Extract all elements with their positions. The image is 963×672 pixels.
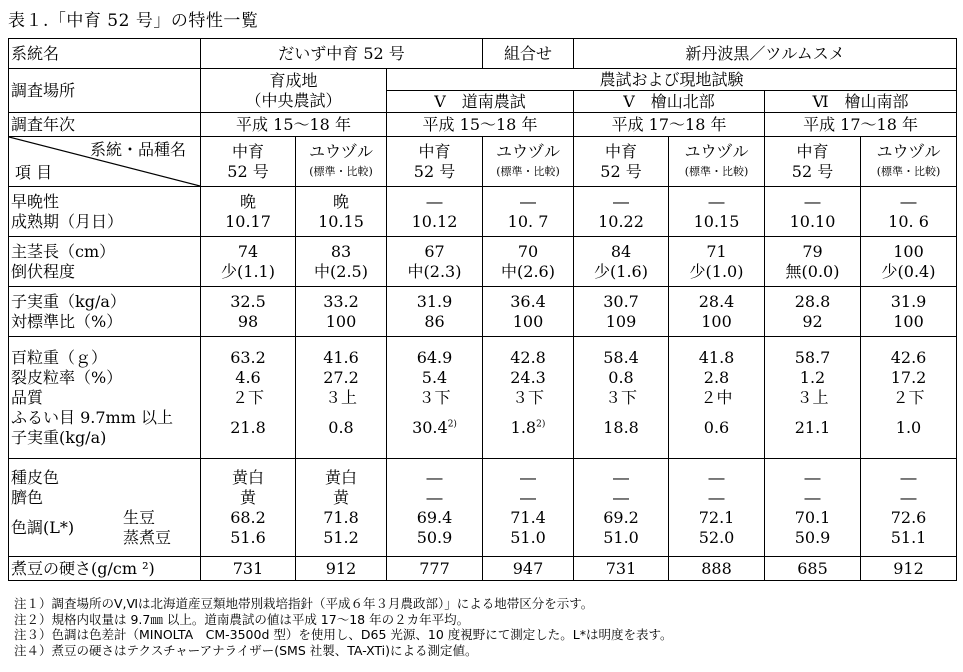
- cell-value: 28.8: [794, 291, 831, 311]
- cell-value: 中(2.6): [501, 261, 555, 281]
- cell-value: ３下: [512, 387, 545, 407]
- cell-value: 52 号: [413, 161, 456, 181]
- cell-value: 黄: [239, 487, 256, 507]
- cell-value: (標準・比較): [876, 164, 941, 178]
- table-cell: [387, 337, 483, 459]
- cell-value: ユウヅル: [876, 141, 941, 161]
- table-cell: [574, 459, 669, 557]
- cultivar-a-1: [201, 137, 296, 187]
- site-trial-group: 農試および現地試験: [387, 69, 957, 91]
- cell-value: 30.7: [603, 291, 639, 311]
- color-raw-label: 生豆: [123, 507, 156, 527]
- table-cell: [483, 187, 574, 237]
- cell-value: 100: [512, 311, 544, 331]
- table-cell: [483, 337, 574, 459]
- table-cell: [387, 287, 483, 337]
- cell-value: 58.4: [603, 347, 639, 367]
- cell-value: 52 号: [600, 161, 642, 181]
- table-cell: 731: [201, 557, 296, 581]
- cell-value: ２下: [231, 387, 264, 407]
- maturity-label: 早晩性: [11, 191, 60, 211]
- cell-value: ―: [900, 467, 917, 487]
- cell-value: 52.0: [698, 527, 735, 547]
- cell-value: 83: [330, 241, 352, 261]
- footnote-mark: 2): [447, 419, 457, 430]
- table-cell: 10.22: [598, 211, 644, 231]
- cell-value: (標準・比較): [309, 164, 373, 178]
- cell-value: 2.8: [703, 367, 730, 387]
- hardness-label: 煮豆の硬さ(g/cm ²): [9, 557, 201, 581]
- table-cell: 947: [483, 557, 574, 581]
- table-cell: [483, 287, 574, 337]
- table-cell: 10.10: [789, 211, 836, 231]
- footnote-4: 注４）煮豆の硬さはテクスチャーアナライザー(SMS 社製、TA-XTi)による測定値。: [14, 642, 478, 658]
- maturity-date-label: 成熟期（月日）: [11, 211, 124, 231]
- table-cell: [387, 187, 483, 237]
- cell-value: 51.0: [510, 527, 546, 547]
- cell-value: 中育: [605, 141, 638, 161]
- seed-yield-label: 子実重（kg/a）: [11, 291, 126, 311]
- cell-value: 0.8: [608, 367, 634, 387]
- table-cell: [861, 459, 957, 557]
- footnote-3: 注３）色調は色差計（MINOLTA CM-3500d 型）を使用し、D65 光源、10 度視野にて測定した。L*は明度を表す。: [14, 627, 673, 642]
- table-cell: [201, 337, 296, 459]
- cell-value: ―: [900, 487, 917, 507]
- cell-value: 中育: [418, 141, 451, 161]
- hundred-seed-label: 百粒重（ｇ）: [11, 347, 108, 367]
- cell-value: 98: [237, 311, 259, 331]
- characteristics-table: [8, 38, 957, 581]
- cell-value: 17.2: [890, 367, 927, 387]
- cell-value: 無(0.0): [785, 261, 840, 281]
- table-cell: [669, 187, 765, 237]
- table-cell: [387, 237, 483, 287]
- table-cell: [201, 187, 296, 237]
- cell-value: 少(1.6): [594, 261, 648, 281]
- cell-value: 100: [893, 311, 924, 331]
- cell-value: 67: [424, 241, 445, 261]
- table-cell: [765, 287, 861, 337]
- table-cell: [483, 237, 574, 287]
- cell-value: 41.8: [698, 347, 735, 367]
- cell-value: 68.2: [230, 507, 266, 527]
- cell-value: ３上: [324, 387, 357, 407]
- cell-value: ３下: [605, 387, 638, 407]
- table-cell: [296, 287, 387, 337]
- table-cell: 888: [669, 557, 765, 581]
- table-cell: [765, 187, 861, 237]
- cell-value: 少(0.4): [881, 261, 936, 281]
- color-steamed-label: 蒸煮豆: [123, 527, 172, 547]
- table-cell: [669, 237, 765, 287]
- table-cell: [669, 459, 765, 557]
- cell-value: 64.9: [416, 347, 453, 367]
- table-cell: ―: [708, 191, 725, 211]
- item-label: 項 目: [15, 163, 53, 182]
- cell-value: 32.5: [230, 291, 266, 311]
- cell-value: 30.4: [412, 417, 448, 437]
- cell-value: 71.8: [323, 507, 359, 527]
- table-cell: 10.12: [411, 211, 458, 231]
- cell-value: 71: [706, 241, 727, 261]
- table-cell: ―: [804, 191, 821, 211]
- cell-value: 72.1: [698, 507, 735, 527]
- cultivar-a-2: [387, 137, 483, 187]
- cell-value: 71.4: [510, 507, 546, 527]
- cell-value: 79: [802, 241, 823, 261]
- cell-value: ユウヅル: [496, 141, 561, 161]
- table-cell: [669, 287, 765, 337]
- cell-value: 86: [424, 311, 445, 331]
- cell-value: 少(1.0): [689, 261, 744, 281]
- table-cell: ―: [613, 191, 630, 211]
- table-cell: [765, 237, 861, 287]
- table-cell: [201, 459, 296, 557]
- cell-value: 27.2: [323, 367, 359, 387]
- cell-value: 100: [325, 311, 357, 331]
- table-cell: [296, 459, 387, 557]
- table-cell: [574, 187, 669, 237]
- yield-group-labels: [9, 287, 201, 337]
- table-cell: ―: [520, 191, 537, 211]
- table-cell: 10. 7: [507, 211, 549, 231]
- color-label: 色調(L*): [11, 517, 75, 537]
- table-cell: [861, 237, 957, 287]
- cultivar-a-4: [765, 137, 861, 187]
- cell-value: (標準・比較): [496, 164, 560, 178]
- seed-quality-group-labels: [9, 337, 201, 459]
- cell-value: 1.8: [510, 417, 537, 437]
- variety-item-header: [9, 137, 201, 187]
- cell-value: [485, 408, 571, 448]
- table-cell: [387, 459, 483, 557]
- cell-value: 109: [605, 311, 637, 331]
- table-cell: [574, 237, 669, 287]
- cell-value: 92: [802, 311, 823, 331]
- table-cell: [296, 337, 387, 459]
- cell-value: 52 号: [227, 161, 269, 181]
- cell-value: 51.2: [323, 527, 359, 547]
- cell-value: ―: [804, 487, 821, 507]
- cell-value: 少(1.1): [221, 261, 275, 281]
- cross-value: 新丹波黒／ツルムスメ: [574, 39, 957, 69]
- cell-value: ―: [426, 487, 443, 507]
- lodging-label: 倒伏程度: [11, 261, 76, 281]
- cell-value: 黄白: [324, 467, 357, 487]
- cell-value: 24.3: [510, 367, 546, 387]
- cell-value: 中育: [231, 141, 264, 161]
- table-cell: 731: [574, 557, 669, 581]
- cell-value: ―: [804, 467, 821, 487]
- table-cell: 10.17: [225, 211, 271, 231]
- table-cell: ―: [900, 191, 917, 211]
- table-cell: 777: [387, 557, 483, 581]
- cell-value: 58.7: [794, 347, 831, 367]
- table-cell: [669, 337, 765, 459]
- hilum-label: 臍色: [11, 487, 44, 507]
- quality-label: 品質: [11, 387, 44, 407]
- cell-value: 50.9: [416, 527, 453, 547]
- maturity-group-labels: [9, 187, 201, 237]
- table-cell: [201, 287, 296, 337]
- cultivar-b-1: [296, 137, 387, 187]
- cross-label: 組合せ: [483, 39, 574, 69]
- cell-value: ２中: [700, 387, 733, 407]
- cell-value: 63.2: [230, 347, 266, 367]
- cell-value: 21.8: [230, 417, 266, 437]
- stem-group-labels: [9, 237, 201, 287]
- cell-value: ―: [426, 467, 443, 487]
- cell-value: 70.1: [794, 507, 831, 527]
- cell-value: 100: [701, 311, 732, 331]
- table-cell: [861, 287, 957, 337]
- cell-value: 51.6: [230, 527, 266, 547]
- sieve-label-line1: ふるい目 9.7mm 以上: [11, 407, 173, 427]
- table-cell: [765, 337, 861, 459]
- year-breeding: 平成 15～18 年: [201, 113, 387, 137]
- cell-value: 1.0: [895, 417, 922, 437]
- cell-value: 中(2.3): [407, 261, 462, 281]
- cell-value: ―: [520, 467, 537, 487]
- site-breeding-line1: 育成地: [269, 70, 318, 90]
- table-cell: [574, 337, 669, 459]
- cell-value: 31.9: [416, 291, 453, 311]
- footnote-1: 注１）調査場所のⅤ,Ⅵは北海道産豆類地帯別栽培指針（平成６年３月農政部）」による地帯区分を示す。: [14, 596, 594, 611]
- table-cell: [765, 459, 861, 557]
- table-cell: [483, 459, 574, 557]
- table-cell: 912: [296, 557, 387, 581]
- cell-value: ３上: [796, 387, 829, 407]
- stem-length-label: 主茎長（cm）: [11, 241, 116, 261]
- table-cell: [296, 237, 387, 287]
- table-cell: 10.15: [693, 211, 740, 231]
- table-cell: [861, 337, 957, 459]
- sieve-label-line2: 子実重(kg/a): [11, 427, 107, 447]
- cell-value: ―: [613, 467, 630, 487]
- site-hiyama-north: Ⅴ 檜山北部: [574, 91, 765, 113]
- year-label: 調査年次: [9, 113, 201, 137]
- cell-value: 51.1: [890, 527, 927, 547]
- cell-value: 28.4: [698, 291, 735, 311]
- cell-value: 5.4: [421, 367, 448, 387]
- site-breeding-line2: （中央農試）: [245, 90, 342, 110]
- cultivar-b-3: [669, 137, 765, 187]
- table-cell: [574, 287, 669, 337]
- system-name-label: 系統名: [9, 39, 201, 69]
- cell-value: 0.8: [328, 417, 354, 437]
- system-name-value: だいず中育 52 号: [201, 39, 483, 69]
- cell-value: ―: [520, 487, 537, 507]
- cell-value: 黄: [332, 487, 349, 507]
- cell-value: 72.6: [890, 507, 927, 527]
- cell-value: 31.9: [890, 291, 927, 311]
- cell-value: 黄白: [231, 467, 264, 487]
- cell-value: 42.8: [510, 347, 546, 367]
- cell-value: 51.0: [603, 527, 639, 547]
- color-group-labels: [9, 459, 201, 557]
- cell-value: 中育: [796, 141, 829, 161]
- cell-value: 69.4: [416, 507, 453, 527]
- cultivar-b-4: [861, 137, 957, 187]
- table-cell: 10.15: [318, 211, 364, 231]
- cultivar-a-3: [574, 137, 669, 187]
- year-donan: 平成 15～18 年: [387, 113, 574, 137]
- cell-value: [389, 408, 480, 448]
- cell-value: ユウヅル: [684, 141, 749, 161]
- site-label: 調査場所: [9, 69, 201, 113]
- table-cell: [861, 187, 957, 237]
- footnote-mark: 2): [536, 419, 546, 430]
- cell-value: 74: [237, 241, 259, 261]
- site-breeding: [201, 69, 387, 113]
- yield-ratio-label: 対標準比（%）: [11, 311, 123, 331]
- table-cell: 10. 6: [888, 211, 929, 231]
- cell-value: 50.9: [794, 527, 831, 547]
- cell-value: 70: [517, 241, 539, 261]
- cell-value: 1.2: [799, 367, 826, 387]
- variety-label: 系統・品種名: [89, 140, 186, 159]
- cell-value: ユウヅル: [308, 141, 373, 161]
- cell-value: 52 号: [791, 161, 834, 181]
- cell-value: 18.8: [603, 417, 639, 437]
- cultivar-b-2: [483, 137, 574, 187]
- table-cell: [201, 237, 296, 287]
- cell-value: 100: [893, 241, 924, 261]
- cell-value: 41.6: [323, 347, 359, 367]
- cell-value: ―: [708, 487, 725, 507]
- cracking-label: 裂皮粒率（%）: [11, 367, 123, 387]
- cell-value: 21.1: [794, 417, 831, 437]
- seed-coat-label: 種皮色: [11, 467, 60, 487]
- year-hiyama-north: 平成 17～18 年: [574, 113, 765, 137]
- table-cell: 晩: [332, 191, 349, 211]
- cell-value: ―: [613, 487, 630, 507]
- table-cell: [296, 187, 387, 237]
- cell-value: 中(2.5): [314, 261, 368, 281]
- site-hiyama-south: Ⅵ 檜山南部: [765, 91, 957, 113]
- cell-value: 84: [610, 241, 632, 261]
- cell-value: 36.4: [510, 291, 546, 311]
- cell-value: ―: [708, 467, 725, 487]
- year-hiyama-south: 平成 17～18 年: [765, 113, 957, 137]
- site-donan: Ⅴ 道南農試: [387, 91, 574, 113]
- table-cell: 晩: [239, 191, 256, 211]
- cell-value: 69.2: [603, 507, 639, 527]
- cell-value: 42.6: [890, 347, 927, 367]
- cell-value: (標準・比較): [684, 164, 749, 178]
- table-cell: 912: [861, 557, 957, 581]
- footnote-2: 注２）規格内収量は 9.7㎜ 以上。道南農試の値は平成 17～18 年の２カ年平均。: [14, 611, 470, 627]
- cell-value: 33.2: [323, 291, 359, 311]
- table-cell: 685: [765, 557, 861, 581]
- table-cell: ―: [426, 191, 443, 211]
- cell-value: 0.6: [703, 417, 730, 437]
- cell-value: ２下: [892, 387, 925, 407]
- table-title: 表１.「中育 52 号」の特性一覧: [8, 11, 259, 31]
- cell-value: ３下: [418, 387, 451, 407]
- footnotes: [14, 596, 672, 658]
- cell-value: 4.6: [235, 367, 261, 387]
